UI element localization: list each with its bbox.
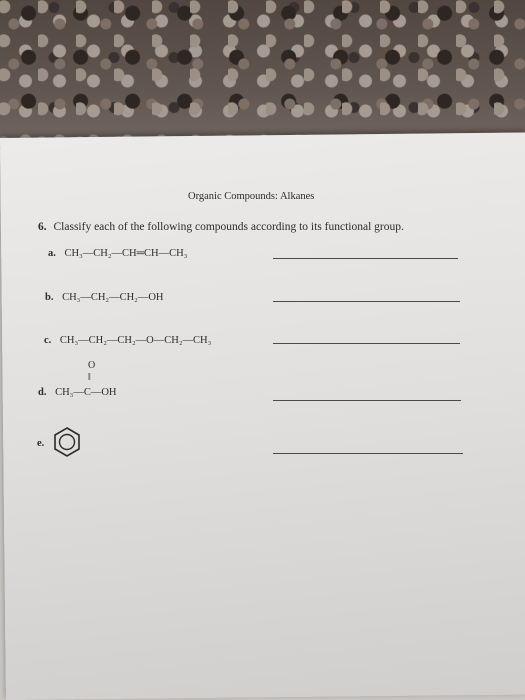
- item-d: [38, 387, 117, 398]
- item-label: b.: [45, 292, 54, 303]
- item-formula: CH₃—CH₂—CH₂—OH: [62, 292, 164, 303]
- item-e: [37, 438, 50, 449]
- item-c: [44, 335, 211, 346]
- answer-line-b[interactable]: [273, 301, 460, 302]
- question-number: 6.: [38, 221, 47, 233]
- answer-line-e[interactable]: [273, 453, 463, 454]
- item-label: c.: [44, 335, 52, 346]
- answer-line-a[interactable]: [273, 258, 458, 259]
- item-formula: CH₃—C—OH: [55, 387, 117, 398]
- item-formula: CH₃—CH₂—CH═CH—CH₃: [64, 248, 188, 259]
- answer-line-c[interactable]: [273, 343, 460, 344]
- countertop-background: [0, 0, 525, 150]
- worksheet-paper: [0, 133, 525, 700]
- benzene-ring-icon: [51, 426, 83, 458]
- item-b: [45, 292, 164, 303]
- worksheet-title: Organic Compounds: Alkanes: [188, 191, 315, 202]
- carbonyl-oxygen: O: [88, 360, 96, 371]
- question-text: Classify each of the following compounds according to its functional group.: [53, 221, 404, 233]
- item-label: a.: [48, 248, 56, 259]
- item-label: d.: [38, 387, 47, 398]
- item-label: e.: [37, 438, 45, 449]
- answer-line-d[interactable]: [273, 400, 461, 401]
- item-a: [48, 248, 187, 259]
- question-prompt: [38, 221, 404, 233]
- carbonyl-double-bond: ‖: [88, 372, 91, 383]
- item-formula: CH₃—CH₂—CH₂—O—CH₂—CH₃: [59, 335, 212, 346]
